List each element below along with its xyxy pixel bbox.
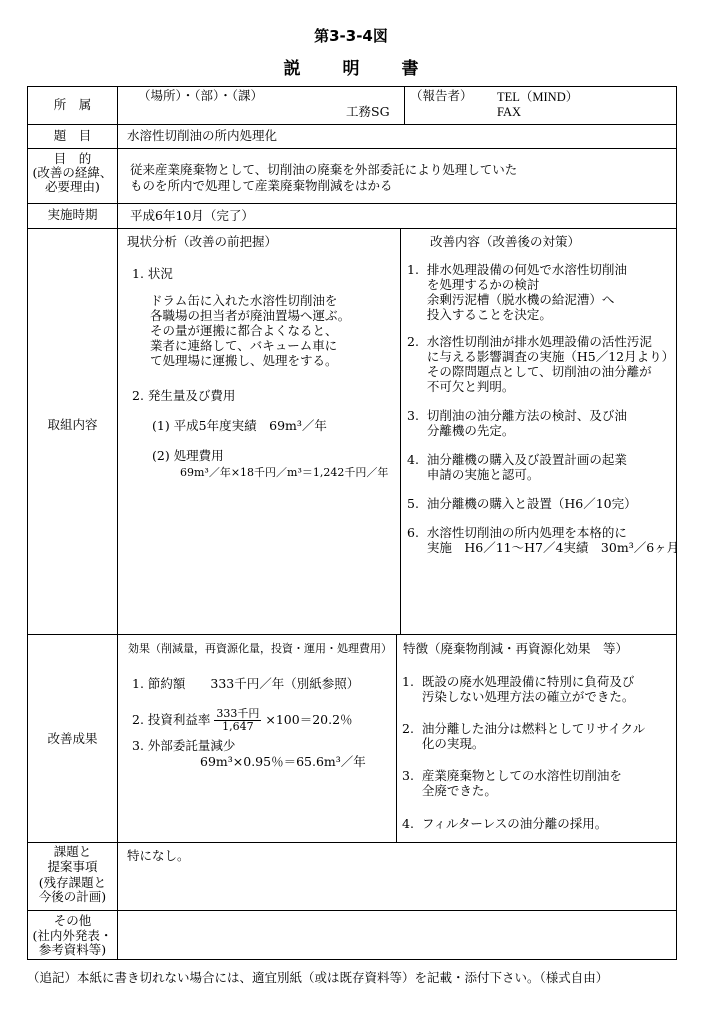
row-divider (27, 228, 677, 229)
issues-label-sub: 今後の計画) (38, 889, 107, 904)
cost-detail: 69m³／年×18千円／m³＝1,242千円／年 (180, 466, 389, 479)
effect-item: 1. 節約額 333千円／年（別紙参照） (132, 676, 360, 691)
issues-label-sub: (残存課題と (38, 875, 107, 890)
reporter-label: （報告者） (410, 88, 473, 103)
row-divider (27, 842, 677, 843)
feature-item: 1. 既設の廃水処理設備に特別に負荷及び 汚染しない処理方法の確立ができた。 (402, 674, 635, 704)
cost-item: (2) 処理費用 (152, 448, 224, 463)
subject-value: 水溶性切削油の所内処理化 (127, 128, 278, 143)
other-label-sub: 参考資料等) (38, 942, 107, 957)
document-title: 説明書 (283, 59, 461, 79)
issues-label: 課題と (53, 844, 92, 859)
feature-item: 3. 産業廃棄物としての水溶性切削油を 全廃できた。 (402, 768, 622, 798)
period-label: 実施時期 (47, 207, 98, 222)
section-title: 1. 状況 (132, 266, 173, 281)
fax-label: FAX (497, 105, 522, 119)
other-label: その他 (53, 913, 92, 928)
improvement-item: 2. 水溶性切削油が排水処理設備の活性汚泥 に与える影響調査の実施（H5／12月より） その際問題点として、切削油の油分離が 不可欠と判明。 (407, 334, 675, 394)
feature-header: 特徴（廃棄物削減・再資源化効果 等） (403, 641, 629, 656)
reporter-divider (404, 86, 405, 124)
improvement-item: 5. 油分離機の購入と設置（H6／10完） (407, 496, 637, 511)
roi-numerator: 333千円 (216, 707, 260, 720)
effect-roi-suffix: ×100＝20.2％ (265, 712, 353, 727)
work-label: 取組内容 (47, 417, 98, 432)
tel-label: TEL（MIND） (497, 90, 579, 104)
purpose-line: 従来産業廃棄物として、切削油の廃棄を外部委託により処理していた (130, 162, 518, 177)
row-divider (27, 148, 677, 149)
feature-item: 4. フィルターレスの油分離の採用。 (402, 816, 608, 831)
work-column-divider (400, 228, 401, 634)
subject-label: 題 目 (53, 128, 92, 143)
purpose-label-sub: (改善の経緯、 (32, 165, 113, 180)
feature-item: 2. 油分離した油分は燃料としてリサイクル 化の実現。 (402, 721, 646, 751)
other-label-sub: (社内外発表・ (32, 928, 113, 943)
effect-item (132, 708, 353, 733)
affiliation-label: 所 属 (53, 97, 92, 112)
figure-title: 第3-3-4図 (314, 27, 388, 45)
situation-text: ドラム缶に入れた水溶性切削油を 各職場の担当者が廃油置場へ運ぶ。 その量が運搬に都合よくなると、 業者に連絡して、バキューム車に て処理場に運搬し、処理をする。 (150, 293, 351, 368)
affiliation-dept: 工務SG (346, 104, 390, 119)
footer-note: （追記）本紙に書き切れない場合には、適宜別紙（或は既存資料等）を記載・添付下さい。（様式自由） (27, 970, 609, 985)
improvement-item: 4. 油分離機の購入及び設置計画の起業 申請の実施と認可。 (407, 452, 627, 482)
current-analysis-header: 現状分析（改善の前把握） (127, 234, 278, 249)
row-divider (27, 634, 677, 635)
row-divider (27, 124, 677, 125)
results-column-divider (396, 634, 397, 842)
improvement-item: 6. 水溶性切削油の所内処理を本格的に 実施 H6／11～H7／4実績 30m³／6ヶ月 (407, 525, 680, 555)
effect-detail: 69m³×0.95％＝65.6m³／年 (200, 754, 366, 769)
improvement-header: 改善内容（改善後の対策） (430, 234, 581, 249)
period-value: 平成6年10月（完了） (130, 208, 254, 223)
roi-denominator: 1,647 (222, 720, 254, 733)
section-title: 2. 発生量及び費用 (132, 388, 236, 403)
label-column-divider (117, 86, 118, 960)
purpose-label: 目 的 (53, 151, 92, 166)
volume-item: (1) 平成5年度実績 69m³／年 (152, 418, 327, 433)
purpose-line: ものを所内で処理して産業廃棄物削減をはかる (130, 178, 393, 193)
roi-fraction (214, 708, 261, 733)
effect-roi-prefix: 2. 投資利益率 (132, 712, 211, 727)
issues-value: 特になし。 (127, 848, 190, 863)
row-divider (27, 910, 677, 911)
affiliation-sub: （場所）・（部）・（課） (138, 88, 264, 103)
row-divider (27, 203, 677, 204)
improvement-item: 1. 排水処理設備の何処で水溶性切削油 を処理するかの検討 余剰汚泥槽（脱水機の給泥漕）へ 投入することを決定。 (407, 262, 627, 322)
issues-label: 提案事項 (47, 859, 98, 874)
improvement-item: 3. 切削油の油分離方法の検討、及び油 分離機の先定。 (407, 408, 627, 438)
results-label: 改善成果 (47, 731, 98, 746)
effect-item: 3. 外部委託量減少 (132, 738, 236, 753)
purpose-label-sub: 必要理由) (45, 179, 100, 194)
effect-header: 効果（削減量，再資源化量，投資・運用・処理費用） (128, 642, 392, 655)
